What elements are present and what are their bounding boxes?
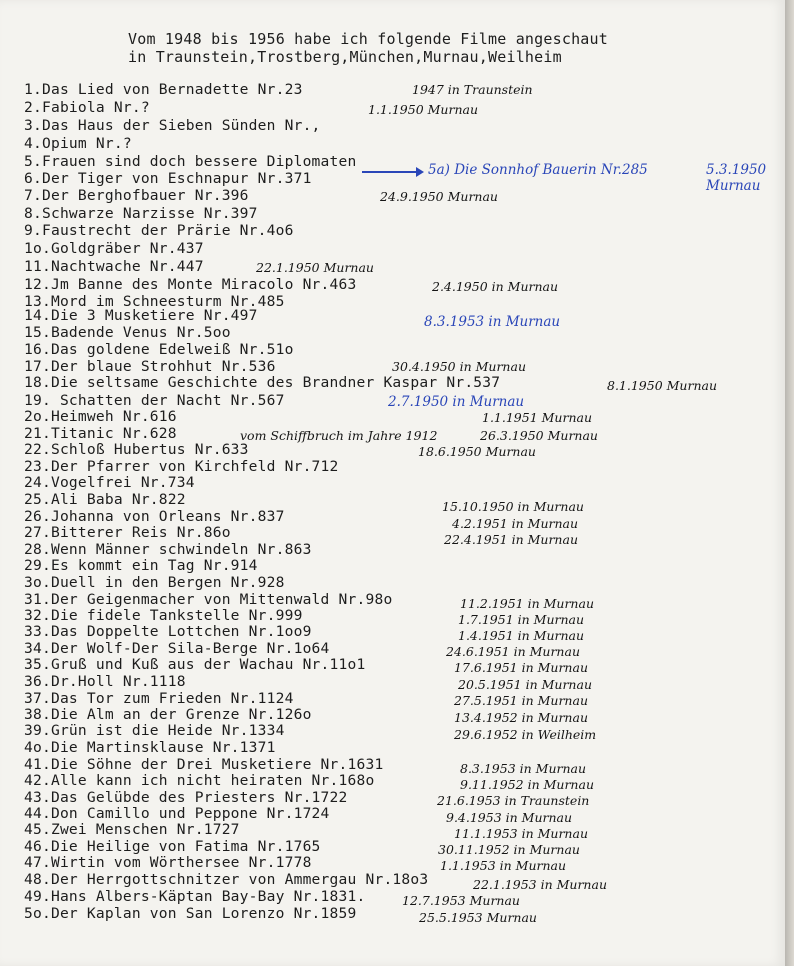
film-item: 28.Wenn Männer schwindeln Nr.863 — [24, 541, 312, 558]
handwritten-note: 30.11.1952 in Murnau — [438, 842, 580, 857]
handwritten-note: 24.6.1951 in Murnau — [446, 644, 580, 659]
handwritten-note: 27.5.1951 in Murnau — [454, 693, 588, 708]
film-item: 43.Das Gelübde des Priesters Nr.1722 — [24, 789, 348, 806]
film-item: 5o.Der Kaplan von San Lorenzo Nr.1859 — [24, 905, 357, 922]
film-item: 7.Der Berghofbauer Nr.396 — [24, 187, 249, 204]
film-item: 3o.Duell in den Bergen Nr.928 — [24, 574, 285, 591]
handwritten-note: 18.6.1950 Murnau — [418, 444, 536, 459]
handwritten-note: 24.9.1950 Murnau — [380, 189, 498, 204]
film-item: 36.Dr.Holl Nr.1118 — [24, 673, 186, 690]
film-item: 2o.Heimweh Nr.616 — [24, 408, 177, 425]
handwritten-note: 1947 in Traunstein — [412, 82, 533, 97]
film-item: 35.Gruß und Kuß aus der Wachau Nr.11o1 — [24, 656, 366, 673]
handwritten-note-blue: Murnau — [706, 178, 761, 194]
film-item: 3.Das Haus der Sieben Sünden Nr., — [24, 117, 321, 134]
handwritten-note: 11.2.1951 in Murnau — [460, 596, 594, 611]
handwritten-note: 15.10.1950 in Murnau — [442, 499, 584, 514]
film-item: 16.Das goldene Edelweiß Nr.51o — [24, 341, 294, 358]
handwritten-note: 21.6.1953 in Traunstein — [437, 793, 590, 808]
title-line-1: Vom 1948 bis 1956 habe ich folgende Filme angeschaut — [128, 30, 608, 48]
handwritten-note: 1.4.1951 in Murnau — [458, 628, 585, 643]
film-item: 1o.Goldgräber Nr.437 — [24, 240, 204, 257]
handwritten-note: 17.6.1951 in Murnau — [454, 660, 588, 675]
film-item: 13.Mord im Schneesturm Nr.485 — [24, 293, 285, 310]
handwritten-note-blue: 8.3.1953 in Murnau — [424, 314, 561, 330]
handwritten-note-blue: 2.7.1950 in Murnau — [388, 394, 525, 410]
handwritten-note-blue: 5a) Die Sonnhof Bauerin Nr.285 — [428, 162, 648, 178]
film-item: 21.Titanic Nr.628 — [24, 425, 177, 442]
handwritten-note: 26.3.1950 Murnau — [480, 428, 598, 443]
film-item: 47.Wirtin vom Wörthersee Nr.1778 — [24, 854, 312, 871]
film-item: 49.Hans Albers-Käptan Bay-Bay Nr.1831. — [24, 888, 366, 905]
film-item: 29.Es kommt ein Tag Nr.914 — [24, 557, 258, 574]
handwritten-note: 1.1.1953 in Murnau — [440, 858, 567, 873]
title-line-2: in Traunstein,Trostberg,München,Murnau,Weilheim — [128, 48, 562, 66]
film-item: 11.Nachtwache Nr.447 — [24, 258, 204, 275]
film-item: 14.Die 3 Musketiere Nr.497 — [24, 307, 258, 324]
film-item: 39.Grün ist die Heide Nr.1334 — [24, 722, 285, 739]
film-item: 1.Das Lied von Bernadette Nr.23 — [24, 81, 303, 98]
handwritten-note: 30.4.1950 in Murnau — [392, 359, 526, 374]
film-item: 41.Die Söhne der Drei Musketiere Nr.1631 — [24, 756, 384, 773]
film-item: 48.Der Herrgottschnitzer von Ammergau Nr.18o3 — [24, 871, 429, 888]
film-item: 4.Opium Nr.? — [24, 135, 132, 152]
handwritten-note: 8.3.1953 in Murnau — [460, 761, 587, 776]
film-item: 12.Jm Banne des Monte Miracolo Nr.463 — [24, 276, 357, 293]
handwritten-note: 22.1.1953 in Murnau — [473, 877, 607, 892]
film-item: 38.Die Alm an der Grenze Nr.126o — [24, 706, 312, 723]
handwritten-note: 22.1.1950 Murnau — [256, 260, 374, 275]
film-item: 27.Bitterer Reis Nr.86o — [24, 524, 231, 541]
handwritten-note: 2.4.1950 in Murnau — [432, 279, 559, 294]
film-item: 45.Zwei Menschen Nr.1727 — [24, 821, 240, 838]
film-item: 23.Der Pfarrer von Kirchfeld Nr.712 — [24, 458, 339, 475]
handwritten-note: 1.7.1951 in Murnau — [458, 612, 585, 627]
film-item: 33.Das Doppelte Lottchen Nr.1oo9 — [24, 623, 312, 640]
handwritten-note: 20.5.1951 in Murnau — [458, 677, 592, 692]
handwritten-note: 11.1.1953 in Murnau — [454, 826, 588, 841]
film-item: 25.Ali Baba Nr.822 — [24, 491, 186, 508]
handwritten-note-blue: 5.3.1950 — [706, 162, 767, 178]
handwritten-note: 25.5.1953 Murnau — [419, 910, 537, 925]
film-item: 24.Vogelfrei Nr.734 — [24, 474, 195, 491]
handwritten-note: 29.6.1952 in Weilheim — [454, 727, 597, 742]
handwritten-note: 4.2.1951 in Murnau — [452, 516, 579, 531]
page-edge — [785, 0, 794, 966]
film-item: 4o.Die Martinsklause Nr.1371 — [24, 739, 276, 756]
film-item: 18.Die seltsame Geschichte des Brandner Kaspar Nr.537 — [24, 374, 501, 391]
film-item: 34.Der Wolf-Der Sila-Berge Nr.1o64 — [24, 640, 330, 657]
film-item: 17.Der blaue Strohhut Nr.536 — [24, 358, 276, 375]
film-item: 46.Die Heilige von Fatima Nr.1765 — [24, 838, 321, 855]
handwritten-note: 1.1.1950 Murnau — [368, 102, 479, 117]
film-item: 32.Die fidele Tankstelle Nr.999 — [24, 607, 303, 624]
film-item: 9.Faustrecht der Prärie Nr.4o6 — [24, 222, 294, 239]
film-item: 6.Der Tiger von Eschnapur Nr.371 — [24, 170, 312, 187]
handwritten-note: 13.4.1952 in Murnau — [454, 710, 588, 725]
film-item: 37.Das Tor zum Frieden Nr.1124 — [24, 690, 294, 707]
film-item: 22.Schloß Hubertus Nr.633 — [24, 441, 249, 458]
film-item: 2.Fabiola Nr.? — [24, 99, 150, 116]
film-item: 31.Der Geigenmacher von Mittenwald Nr.98o — [24, 591, 393, 608]
film-item: 15.Badende Venus Nr.5oo — [24, 324, 231, 341]
handwritten-note: vom Schiffbruch im Jahre 1912 — [240, 428, 438, 443]
film-item: 42.Alle kann ich nicht heiraten Nr.168o — [24, 772, 375, 789]
film-item: 19. Schatten der Nacht Nr.567 — [24, 392, 285, 409]
film-item: 26.Johanna von Orleans Nr.837 — [24, 508, 285, 525]
handwritten-note: 9.11.1952 in Murnau — [460, 777, 594, 792]
handwritten-note: 12.7.1953 Murnau — [402, 893, 520, 908]
handwritten-note: 8.1.1950 Murnau — [607, 378, 718, 393]
film-item: 8.Schwarze Narzisse Nr.397 — [24, 205, 258, 222]
film-item: 44.Don Camillo und Peppone Nr.1724 — [24, 805, 330, 822]
handwritten-note: 1.1.1951 Murnau — [482, 410, 593, 425]
handwritten-note: 9.4.1953 in Murnau — [446, 810, 573, 825]
handwritten-note: 22.4.1951 in Murnau — [444, 532, 578, 547]
blue-arrow-icon — [362, 171, 422, 173]
film-item: 5.Frauen sind doch bessere Diplomaten — [24, 153, 357, 170]
